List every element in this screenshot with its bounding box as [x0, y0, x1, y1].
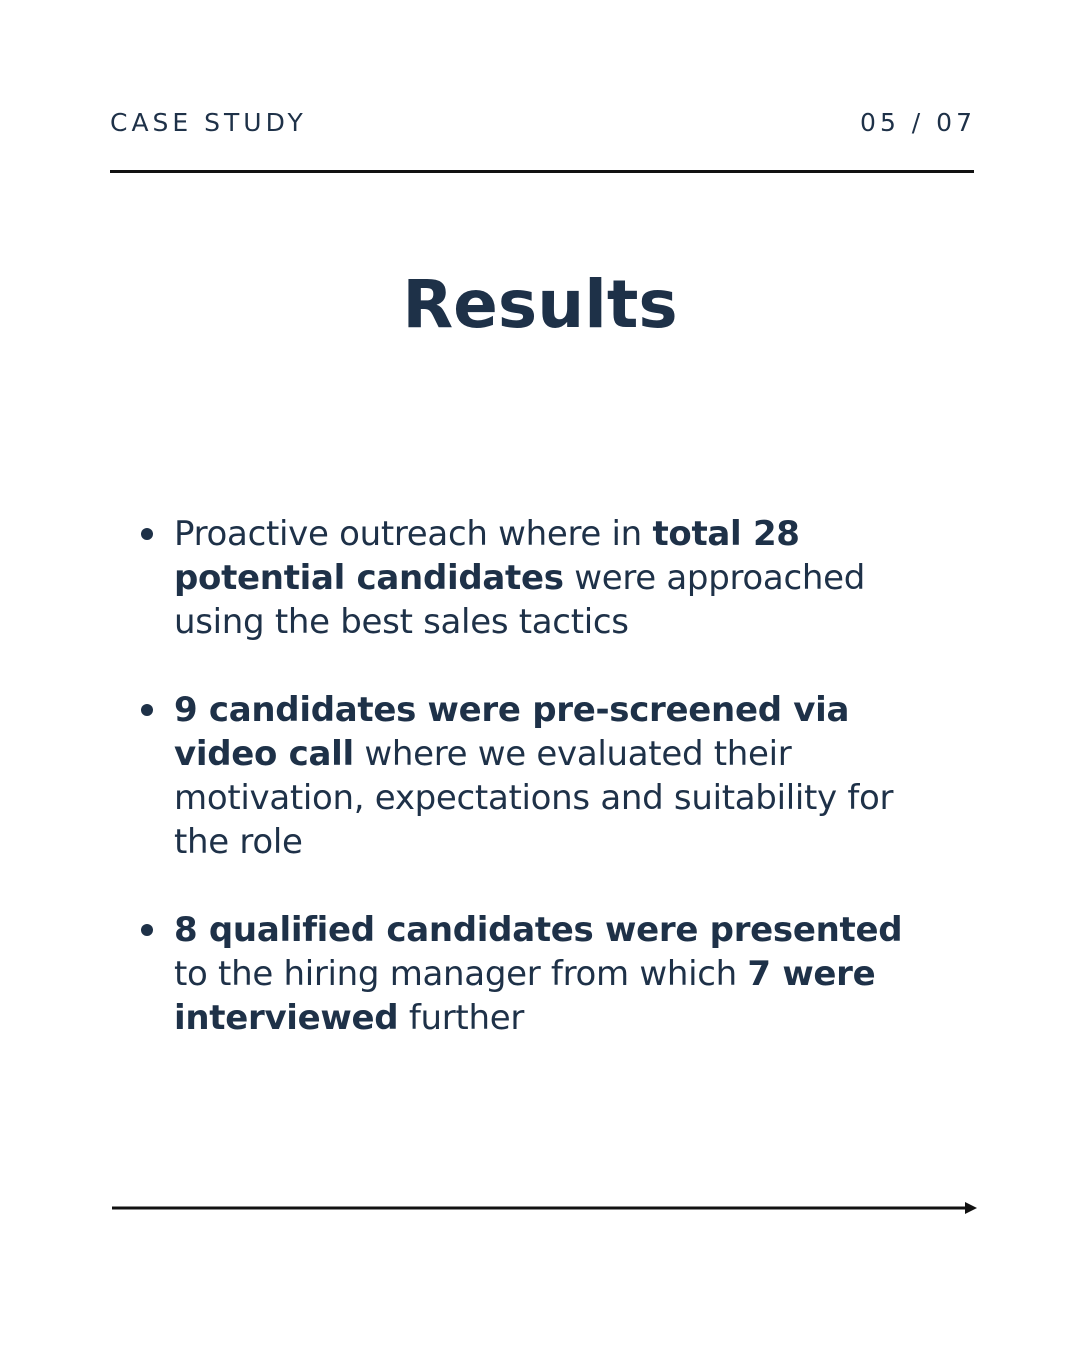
text-segment: to the hiring manager from which	[174, 954, 748, 994]
text-segment: further	[398, 998, 525, 1038]
page-counter: 05 / 07	[860, 108, 976, 137]
highlight-text: total 28 potential candidates	[174, 514, 800, 598]
highlight-text: 9 candidates were pre-screened via video call	[174, 690, 850, 774]
list-item	[138, 908, 938, 1040]
bullet-text	[174, 514, 865, 642]
bullet-text	[174, 690, 893, 862]
highlight-text: 8 qualified candidates were presented	[174, 910, 903, 950]
list-item	[138, 688, 938, 864]
text-segment: were approached using the best sales tactics	[174, 558, 865, 642]
results-list	[138, 512, 938, 1084]
section-label: CASE STUDY	[110, 108, 307, 137]
arrow-right-icon[interactable]	[112, 1198, 978, 1218]
text-segment: Proactive outreach where in	[174, 514, 653, 554]
bullet-dot-icon	[141, 924, 153, 936]
list-item	[138, 512, 938, 644]
bullet-dot-icon	[141, 704, 153, 716]
page-title: Results	[402, 266, 678, 343]
header-divider	[110, 170, 974, 173]
bullet-dot-icon	[141, 528, 153, 540]
text-segment: where we evaluated their motivation, expectations and suitability for the role	[174, 734, 894, 862]
highlight-text: 7 were interviewed	[174, 954, 876, 1038]
bullet-text	[174, 910, 902, 1038]
